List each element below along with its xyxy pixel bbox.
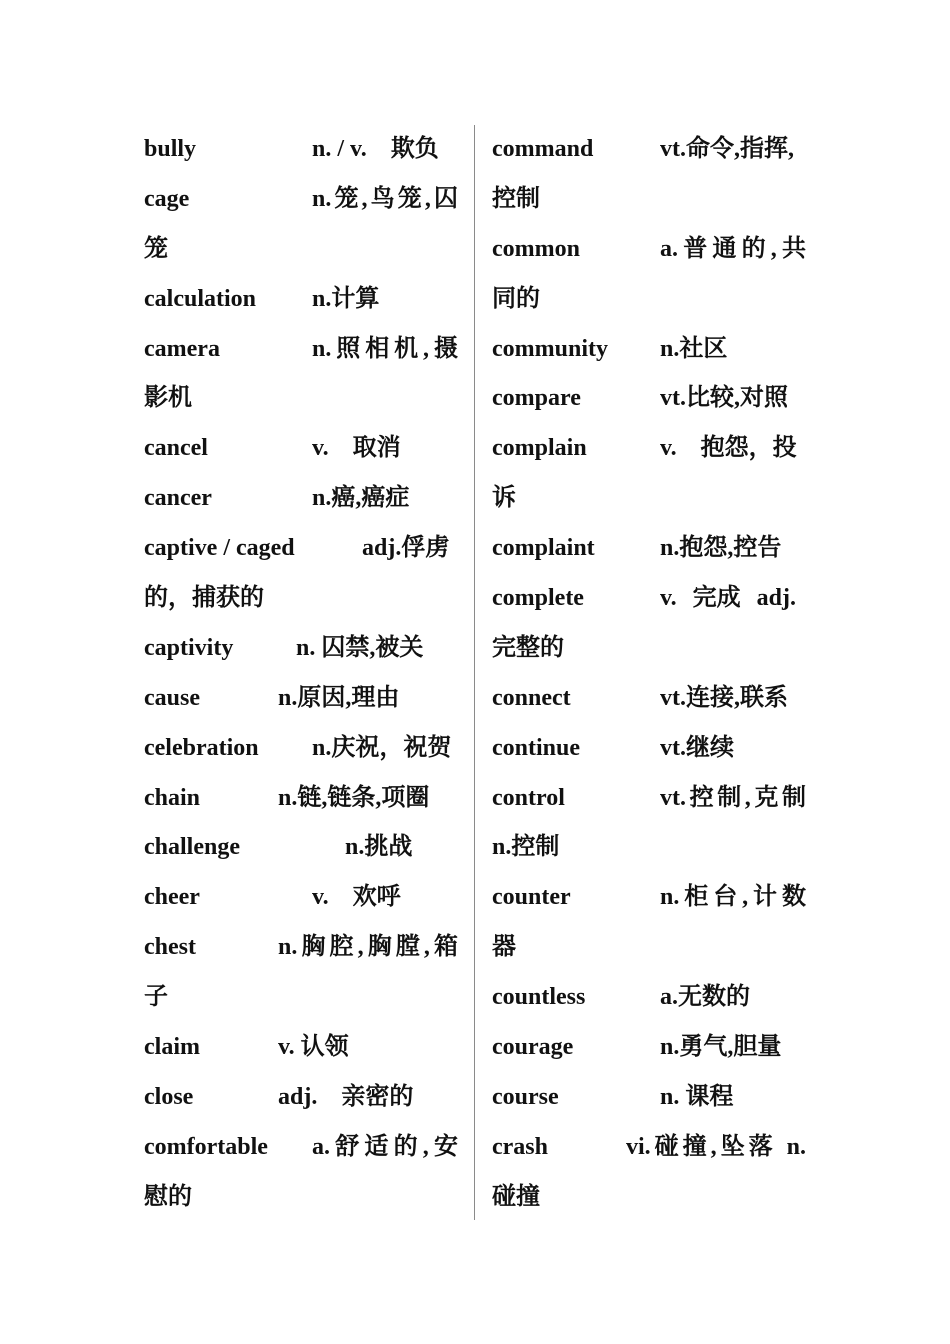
entry-word: challenge — [144, 834, 240, 861]
entry-chest — [144, 923, 458, 973]
entry-word: connect — [492, 684, 571, 711]
entry-word: celebration — [144, 734, 259, 761]
definition-continuation: 完整的 — [492, 634, 564, 661]
entry-calculation — [144, 275, 458, 325]
entry-word: common — [492, 235, 580, 262]
entry-definition: n.笼,鸟笼,囚 — [312, 185, 458, 212]
entry-compare — [492, 374, 806, 424]
entry-definition: n. 囚禁,被关 — [296, 634, 424, 661]
entry-continuation — [492, 175, 806, 225]
entry-definition: v. 认领 — [278, 1034, 349, 1061]
entry-word: bully — [144, 136, 197, 162]
entry-definition: v. 欢呼 — [312, 884, 401, 911]
definition-continuation: 同的 — [492, 285, 540, 312]
entry-continuation — [492, 823, 806, 873]
entry-word: chest — [144, 934, 196, 961]
entry-word: countless — [492, 984, 586, 1011]
definition-continuation: 碰撞 — [492, 1183, 540, 1210]
entry-word: courage — [492, 1034, 574, 1061]
entry-definition: n.计算 — [312, 285, 380, 312]
entry-cancer — [144, 474, 458, 524]
entry-definition: vt.比较,对照 — [660, 385, 788, 412]
entry-complete — [492, 574, 806, 624]
entry-definition: n.抱怨,控告 — [660, 535, 782, 562]
entry-word: cause — [144, 684, 200, 711]
entry-countless — [492, 973, 806, 1023]
entry-word: close — [144, 1083, 194, 1110]
entry-definition: n.链,链条,项圈 — [278, 784, 430, 811]
entry-word: claim — [144, 1034, 200, 1061]
entry-continuation — [144, 225, 458, 275]
entry-word: cancer — [144, 485, 212, 512]
entry-definition: vi.碰撞,坠落 n. — [626, 1133, 806, 1160]
entry-word: control — [492, 784, 565, 811]
entry-word: course — [492, 1083, 559, 1110]
entry-word: continue — [492, 734, 581, 761]
entry-cancel — [144, 424, 458, 474]
entry-definition: vt.连接,联系 — [660, 684, 788, 711]
entry-word: calculation — [144, 285, 256, 312]
definition-continuation: 诉 — [492, 485, 516, 512]
entry-definition: n.挑战 — [345, 834, 413, 861]
entry-courage — [492, 1023, 806, 1073]
entry-continuation — [492, 275, 806, 325]
entry-word: captive / caged — [144, 535, 295, 562]
entry-challenge — [144, 823, 458, 873]
entry-common — [492, 225, 806, 275]
entry-word: complain — [492, 435, 587, 462]
entry-continuation — [144, 1173, 458, 1223]
entry-definition: n.照相机,摄 — [312, 335, 458, 362]
entry-comfortable — [144, 1123, 458, 1173]
entry-word: cancel — [144, 435, 208, 462]
entry-course — [492, 1073, 806, 1123]
entry-continuation — [492, 1173, 806, 1223]
entry-definition: a.普通的,共 — [660, 235, 806, 262]
definition-continuation: 慰的 — [144, 1183, 192, 1210]
entry-word: captivity — [144, 634, 234, 661]
definition-continuation: 笼 — [144, 235, 168, 262]
entry-word: compare — [492, 385, 581, 412]
left-column — [144, 125, 458, 1223]
entry-definition: adj.俘虏 — [362, 535, 450, 562]
entry-definition: n.癌,癌症 — [312, 485, 410, 512]
entry-complaint — [492, 524, 806, 574]
entry-claim — [144, 1023, 458, 1073]
entry-word: chain — [144, 784, 201, 811]
definition-continuation: 的，捕获的 — [144, 585, 264, 612]
entry-continuation — [492, 474, 806, 524]
column-divider — [474, 125, 475, 1220]
entry-chain — [144, 774, 458, 824]
entry-definition: n.社区 — [660, 335, 728, 362]
entry-definition: n.庆祝，祝贺 — [312, 734, 452, 761]
entry-continuation — [144, 973, 458, 1023]
entry-continue — [492, 724, 806, 774]
entry-definition: vt.命令,指挥, — [660, 136, 794, 162]
entry-definition: n. 课程 — [660, 1083, 734, 1110]
entry-word: cheer — [144, 884, 200, 911]
entry-community — [492, 325, 806, 375]
definition-continuation: 子 — [144, 984, 168, 1011]
entry-complain — [492, 424, 806, 474]
entry-continuation — [144, 574, 458, 624]
definition-continuation: n.控制 — [492, 834, 560, 861]
entry-definition: a.无数的 — [660, 984, 750, 1011]
entry-word: counter — [492, 884, 571, 911]
entry-bully — [144, 125, 458, 175]
entry-continuation — [492, 624, 806, 674]
entry-definition: vt.继续 — [660, 734, 734, 761]
entry-captivity — [144, 624, 458, 674]
entry-definition: v. 取消 — [312, 435, 401, 462]
entry-word: community — [492, 335, 608, 362]
entry-word: comfortable — [144, 1133, 268, 1160]
entry-continuation — [144, 374, 458, 424]
entry-definition: v. 完成 adj. — [660, 585, 797, 612]
entry-command — [492, 125, 806, 175]
entry-definition: v. 抱怨，投 — [660, 435, 797, 462]
entry-celebration — [144, 724, 458, 774]
entry-cage — [144, 175, 458, 225]
definition-continuation: 器 — [492, 934, 516, 961]
entry-crash — [492, 1123, 806, 1173]
entry-word: complaint — [492, 535, 595, 562]
entry-definition: vt.控制,克制 — [660, 784, 806, 811]
definition-continuation: 影机 — [144, 385, 192, 412]
entry-captive-caged — [144, 524, 458, 574]
entry-camera — [144, 325, 458, 375]
entry-definition: n.原因,理由 — [278, 684, 400, 711]
entry-connect — [492, 674, 806, 724]
entry-word: crash — [492, 1133, 548, 1160]
entry-word: cage — [144, 185, 190, 212]
entry-cause — [144, 674, 458, 724]
entry-definition: n.勇气,胆量 — [660, 1034, 782, 1061]
entry-definition: a.舒适的,安 — [312, 1133, 458, 1160]
entry-cheer — [144, 873, 458, 923]
entry-continuation — [492, 923, 806, 973]
right-column — [492, 125, 806, 1223]
entry-control — [492, 774, 806, 824]
entry-word: camera — [144, 335, 220, 362]
entry-definition: n.胸腔,胸膛,箱 — [278, 934, 458, 961]
entry-word: command — [492, 136, 594, 162]
entry-word: complete — [492, 585, 584, 612]
entry-definition: n. / v. 欺负 — [312, 136, 439, 162]
entry-close — [144, 1073, 458, 1123]
entry-definition: adj. 亲密的 — [278, 1083, 414, 1110]
entry-counter — [492, 873, 806, 923]
entry-definition: n.柜台,计数 — [660, 884, 806, 911]
definition-continuation: 控制 — [492, 185, 540, 212]
